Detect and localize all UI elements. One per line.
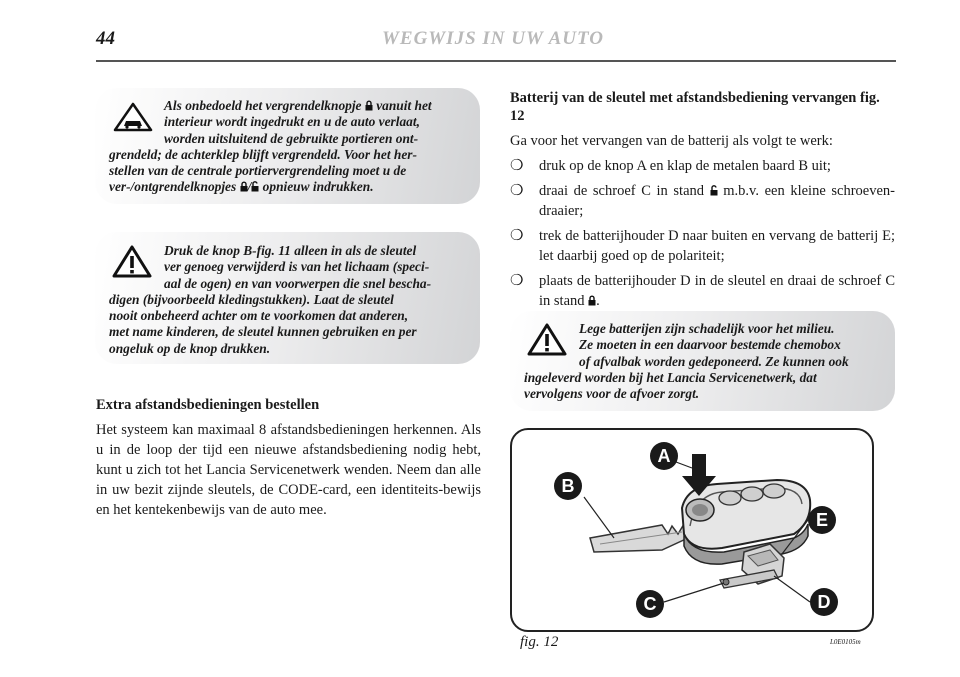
note3-line3: of afvalbak worden gedeponeerd. Ze kunnen ook	[579, 353, 849, 369]
section-intro-battery: Ga voor het vervangen van de batterij als volgt te werk:	[510, 133, 833, 149]
label-a: A	[657, 446, 671, 466]
unlock-icon	[710, 185, 718, 196]
note3-line2: Ze moeten in een daarvoor bestemde chemobox	[579, 337, 841, 353]
note2-line3: aal de ogen) en van voorwerpen die snel bescha-	[164, 275, 432, 291]
bullet-icon: ❍	[510, 183, 524, 199]
key-illustration	[512, 430, 872, 630]
figure-key-battery	[510, 428, 874, 632]
bullet-icon: ❍	[510, 158, 524, 174]
note2-line4: digen (bijvoorbeeld kledingstukken). Laat de sleutel	[109, 291, 394, 307]
note1-line5: stellen van de centrale portiervergrendeling moet u de	[109, 163, 407, 179]
list-item: ❍ trek de batterijhouder D naar buiten en vervang de batterij E; let daarbij goed op de polariteit;	[510, 228, 895, 264]
note-battery-disposal	[510, 311, 895, 411]
note3-line4: ingeleverd worden bij het Lancia Servicenetwerk, dat	[524, 369, 817, 385]
note1-line1b: vanuit het	[376, 98, 432, 113]
note2-line6: met name kinderen, de sleutel kunnen gebruiken en per	[109, 324, 417, 340]
note-lock-info	[95, 88, 480, 204]
warning-icon	[527, 323, 567, 357]
note2-line1: Druk de knop B-fig. 11 alleen in als de sleutel	[164, 243, 417, 258]
label-d: D	[817, 592, 831, 612]
list-item: ❍ plaats de batterijhouder D in de sleutel en draai de schroef C in stand .	[510, 273, 895, 309]
note1-line1a: Als onbedoeld het vergrendelknopje	[164, 98, 362, 113]
page-number: 44	[96, 28, 115, 49]
note1-line6-sep: /	[247, 179, 252, 195]
note2-line2: ver genoeg verwijderd is van het lichaam (speci-	[164, 259, 430, 275]
note-key-button-warning	[95, 232, 480, 364]
note2-line5: nooit onbeheerd achter om te voorkomen dat anderen,	[109, 308, 409, 324]
label-c: C	[643, 594, 657, 614]
note1-line3: worden uitsluitend de gebruikte portieren ont-	[164, 130, 419, 146]
header-rule	[96, 60, 896, 62]
note3-line1: Lege batterijen zijn schadelijk voor het milieu.	[579, 321, 835, 336]
car-warning-icon	[113, 102, 153, 132]
section-body-extra-remotes: Het systeem kan maximaal 8 afstandsbedieningen herkennen. Als u in de loop der tijd een nieuwe afstandsbediening nodig hebt, kunt u zich tot het Lancia Servicenetwerk wenden. Neem dan alle in uw bezit zijnde sleutels, de CODE-card, een identiteits-bewijs en het kentekenbewijs van de auto mee.	[96, 422, 481, 518]
note2-line7: ongeluk op de knop drukken.	[109, 340, 271, 356]
chapter-title: WEGWIJS IN UW AUTO	[382, 28, 604, 49]
note1-line6a: ver-/ontgrendelknopjes	[109, 179, 237, 195]
label-e: E	[815, 510, 829, 530]
lock-icon	[240, 181, 248, 192]
note1-line2: interieur wordt ingedrukt en u de auto verlaat,	[164, 114, 420, 130]
warning-icon	[112, 245, 152, 279]
note1-line4: grendeld; de achterklep blijft vergrendeld. Voor het her-	[109, 146, 417, 162]
lock-icon	[588, 295, 596, 306]
figure-code: L0E0105m	[830, 638, 861, 646]
unlock-icon	[251, 181, 259, 192]
section-heading-battery: Batterij van de sleutel met afstandsbediening vervangen fig. 12	[510, 90, 880, 124]
lock-icon	[365, 100, 373, 111]
figure-caption: fig. 12	[520, 634, 559, 650]
list-item: ❍ druk op de knop A en klap de metalen baard B uit;	[510, 158, 831, 174]
note3-line5: vervolgens voor de afvoer zorgt.	[524, 386, 700, 402]
bullet-icon: ❍	[510, 228, 524, 244]
label-b: B	[561, 476, 575, 496]
note1-line6b: opnieuw indrukken.	[262, 179, 374, 195]
list-item: ❍ draai de schroef C in stand m.b.v. een kleine schroeven-draaier;	[510, 183, 896, 219]
section-heading-extra-remotes: Extra afstandsbedieningen bestellen	[96, 397, 320, 413]
battery-steps-list	[510, 156, 895, 316]
bullet-icon: ❍	[510, 273, 524, 289]
